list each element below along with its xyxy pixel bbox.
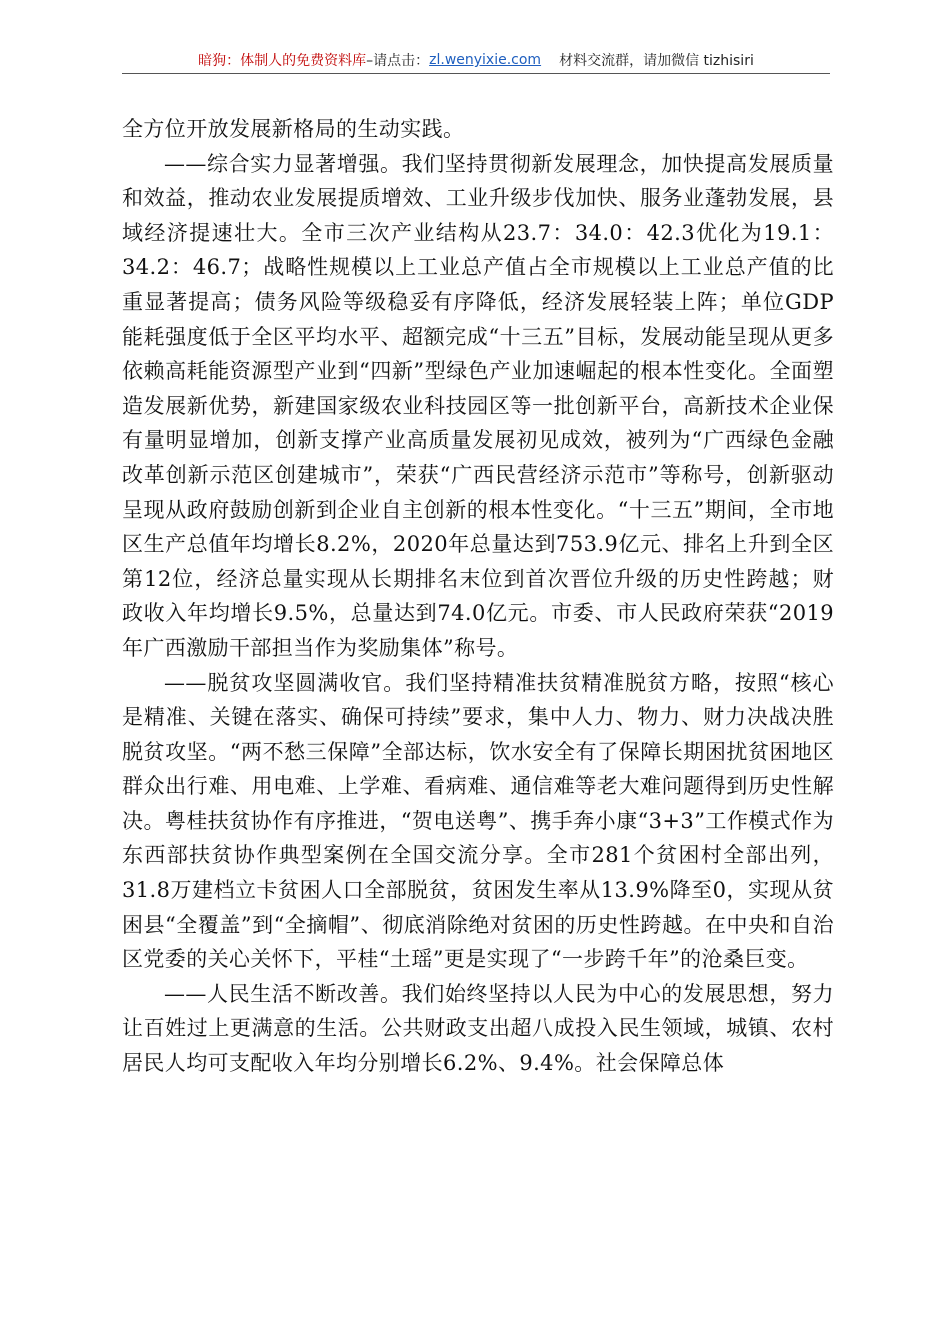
header-prompt: –请点击： xyxy=(366,53,430,69)
document-body xyxy=(122,112,834,1081)
header-divider xyxy=(122,73,830,74)
paragraph-living-standards: ——人民生活不断改善。我们始终坚持以人民为中心的发展思想，努力让百姓过上更满意的生活。公共财政支出超八成投入民生领域，城镇、农村居民人均可支配收入年均分别增长6.2%、9.4%。社会保障总体 xyxy=(122,981,834,1076)
header-brand: 暗狗：体制人的免费资料库 xyxy=(198,53,367,69)
paragraph-poverty-alleviation: ——脱贫攻坚圆满收官。我们坚持精准扶贫精准脱贫方略，按照“核心是精准、关键在落实、确保可持续”要求，集中人力、物力、财力决战决胜脱贫攻坚。“两不愁三保障”全部达标，饮水安全有了保障长期困扰贫困地区群众出行难、用电难、上学难、看病难、通信难等老大难问题得到历史性解决。粤桂扶贫协作有序推进，“贺电送粤”、携手奔小康“3+3”工作模式作为东西部扶贫协作典型案例在全国交流分享。全市281个贫困村全部出列，31.8万建档立卡贫困人口全部脱贫，贫困发生率从13.9%降至0，实现从贫困县“全覆盖”到“全摘帽”、彻底消除绝对贫困的历史性跨越。在中央和自治区党委的关心关怀下，平桂“土瑶”更是实现了“一步跨千年”的沧桑巨变。 xyxy=(122,670,834,972)
header-group-info: 材料交流群，请加微信 tizhisiri xyxy=(559,53,754,69)
paragraph-continuation: 全方位开放发展新格局的生动实践。 xyxy=(122,117,465,141)
paragraph-economic-strength: ——综合实力显著增强。我们坚持贯彻新发展理念，加快提高发展质量和效益，推动农业发展提质增效、工业升级步伐加快、服务业蓬勃发展，县域经济提速壮大。全市三次产业结构从23.7：34.0：42.3优化为19.1：34.2：46.7；战略性规模以上工业总产值占全市规模以上工业总产值的比重显著提高；债务风险等级稳妥有序降低，经济发展轻装上阵；单位GDP能耗强度低于全区平均水平、超额完成“十三五”目标，发展动能呈现从更多依赖高耗能资源型产业到“四新”型绿色产业加速崛起的根本性变化。全面塑造发展新优势，新建国家级农业科技园区等一批创新平台，高新技术企业保有量明显增加，创新支撑产业高质量发展初见成效，被列为“广西绿色金融改革创新示范区创建城市”，荣获“广西民营经济示范市”等称号，创新驱动呈现从政府鼓励创新到企业自主创新的根本性变化。“十三五”期间，全市地区生产总值年均增长8.2%，2020年总量达到753.9亿元、排名上升到全区第12位，经济总量实现从长期排名末位到首次晋位升级的历史性跨越；财政收入年均增长9.5%，总量达到74.0亿元。市委、市人民政府荣获“2019年广西激励干部担当作为奖励集体”称号。 xyxy=(122,151,834,660)
header-link[interactable]: zl.wenyixie.com xyxy=(429,52,542,68)
page-header xyxy=(122,48,830,72)
